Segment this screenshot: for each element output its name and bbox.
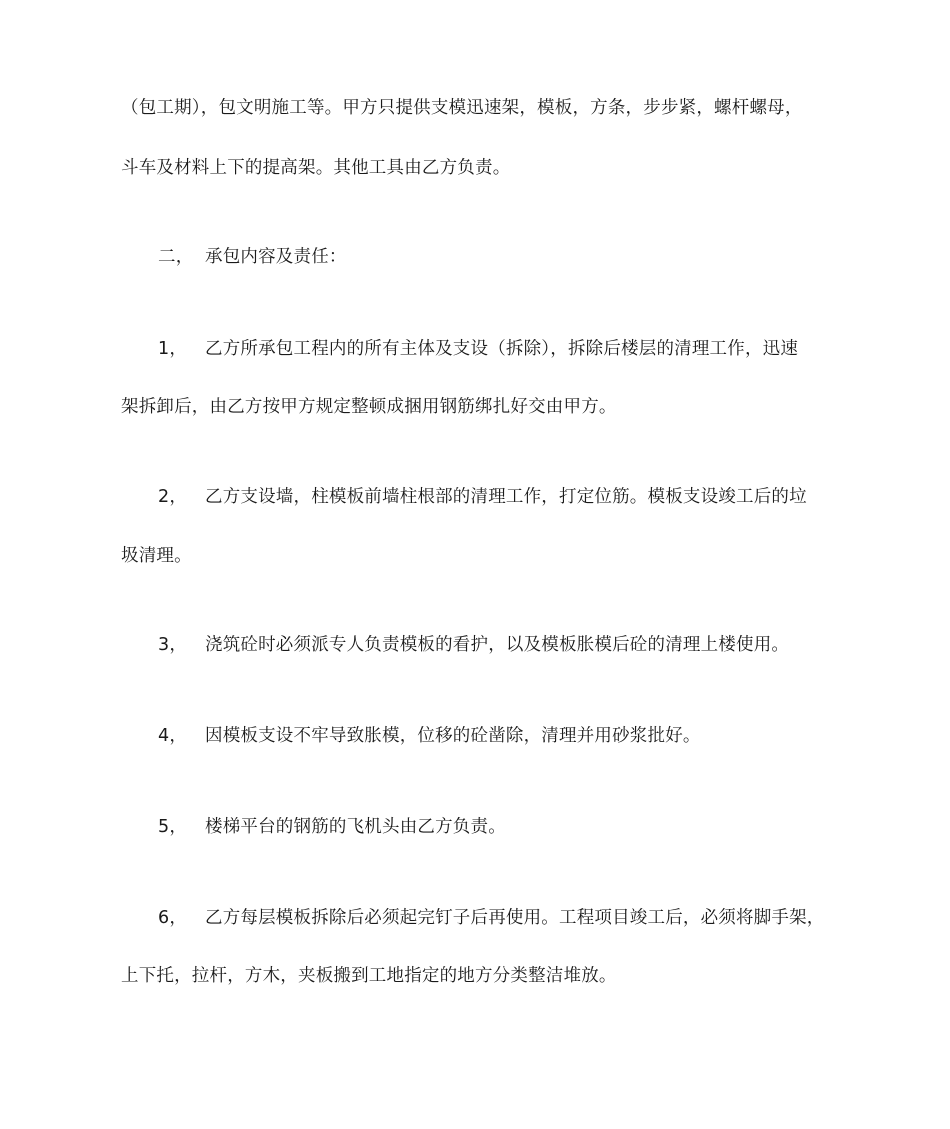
item-number: 5， <box>158 817 188 837</box>
item-3 <box>158 633 789 657</box>
item-1 <box>158 337 798 361</box>
item-text: 浇筑砼时必须派专人负责模板的看护，以及模板胀模后砼的清理上楼使用。 <box>205 635 790 655</box>
item-6-continuation: 上下托，拉杆，方木，夹板搬到工地指定的地方分类整洁堆放。 <box>121 966 617 986</box>
item-number: 4， <box>158 726 188 746</box>
item-text: 楼梯平台的钢筋的飞机头由乙方负责。 <box>205 817 506 837</box>
item-text: 乙方所承包工程内的所有主体及支设（拆除），拆除后楼层的清理工作，迅速 <box>205 339 799 359</box>
item-number: 2， <box>158 487 188 507</box>
intro-line-1: （包工期），包文明施工等。甲方只提供支模迅速架，模板，方条，步步紧，螺杆螺母， <box>121 98 803 118</box>
item-4 <box>158 724 701 748</box>
item-2 <box>158 485 807 509</box>
item-number: 6， <box>158 908 188 928</box>
section-number: 二， <box>158 247 194 267</box>
item-2-continuation: 圾清理。 <box>121 546 192 566</box>
section-heading <box>158 245 347 269</box>
item-text: 乙方每层模板拆除后必须起完钉子后再使用。工程项目竣工后，必须将脚手架， <box>205 908 825 928</box>
item-text: 乙方支设墙，柱模板前墙柱根部的清理工作，打定位筋。模板支设竣工后的垃 <box>205 487 807 507</box>
section-title: 承包内容及责任： <box>205 247 347 267</box>
item-text: 因模板支设不牢导致胀模，位移的砼凿除，清理并用砂浆批好。 <box>205 726 701 746</box>
intro-line-2: 斗车及材料上下的提高架。其他工具由乙方负责。 <box>121 158 511 178</box>
item-1-continuation: 架拆卸后，由乙方按甲方规定整顿成捆用钢筋绑扎好交由甲方。 <box>121 397 617 417</box>
item-5 <box>158 815 506 839</box>
item-number: 1， <box>158 339 188 359</box>
item-6 <box>158 906 825 930</box>
item-number: 3， <box>158 635 188 655</box>
